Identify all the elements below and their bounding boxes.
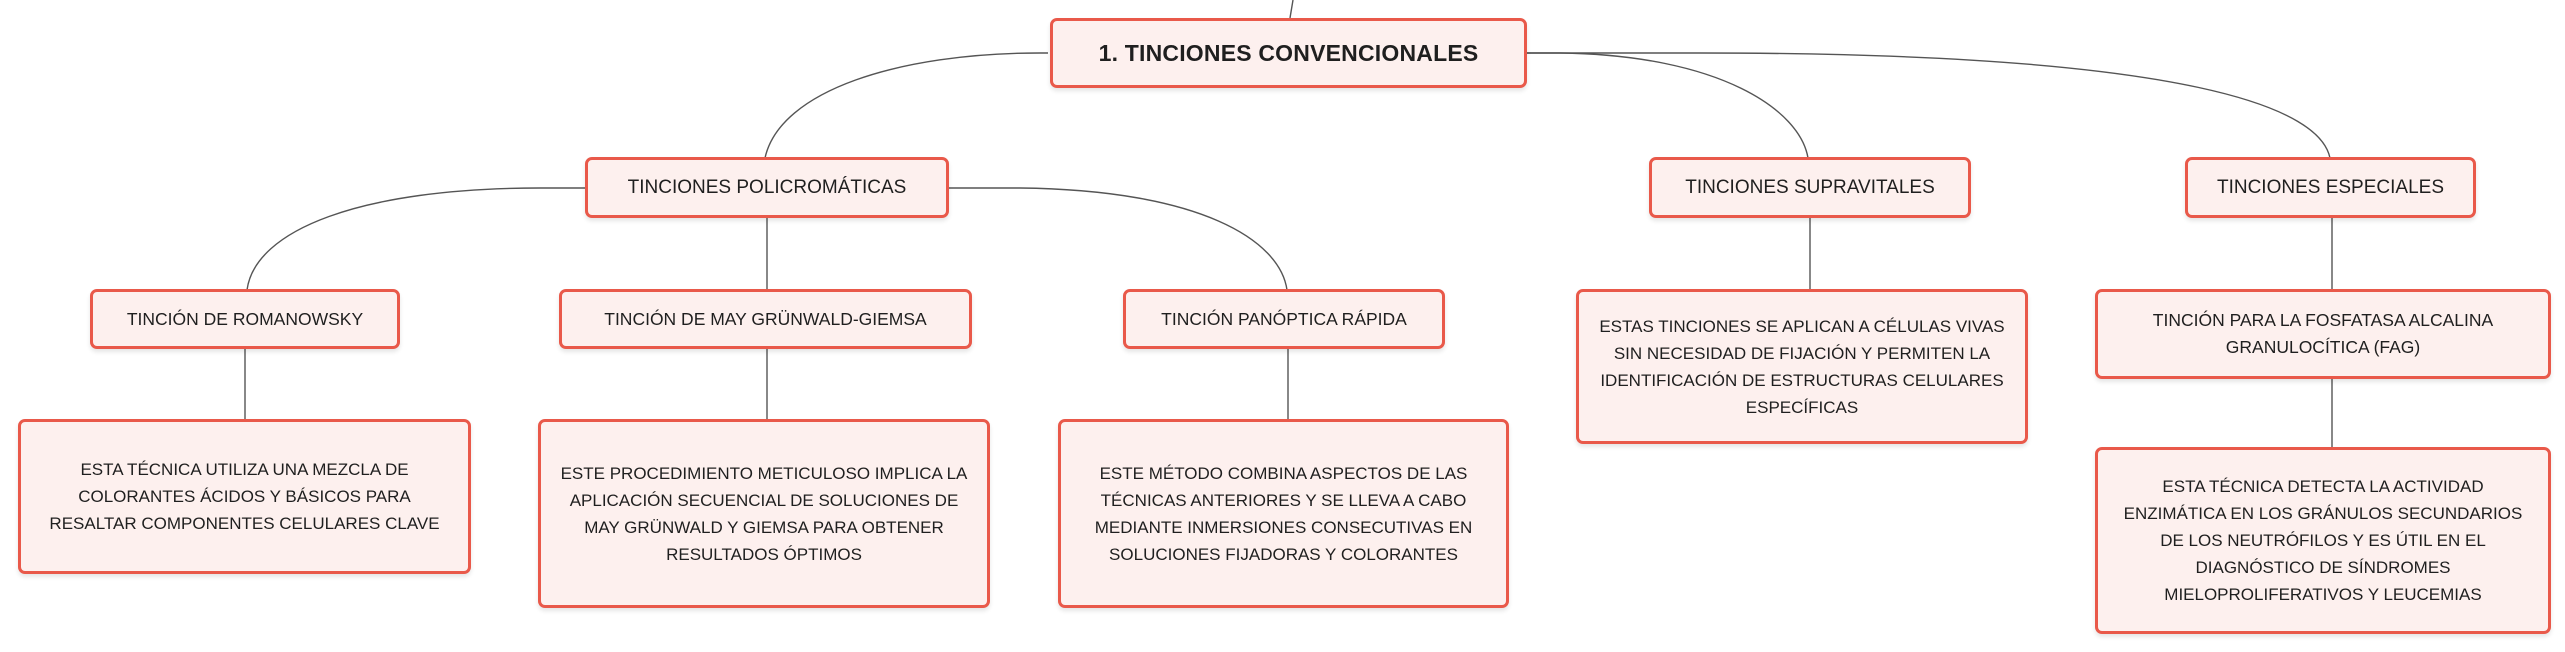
node-tincion-panoptica-rapida-label: TINCIÓN PANÓPTICA RÁPIDA <box>1161 308 1407 329</box>
detail-fosfatasa-alcalina-text: ESTA TÉCNICA DETECTA LA ACTIVIDAD ENZIMÁTICA EN LOS GRÁNULOS SECUNDARIOS DE LOS NEUTRÓFILOS Y ES ÚTIL EN EL DIAGNÓSTICO DE SÍNDROMES MIELOPROLIFERATIVOS Y LEUCEMIAS <box>2123 477 2523 604</box>
node-tincion-romanowsky-label: TINCIÓN DE ROMANOWSKY <box>126 308 364 329</box>
detail-may-grunwald-giemsa[interactable] <box>538 419 990 608</box>
connector-policromaticas-romanowsky <box>247 188 585 290</box>
node-tincion-panoptica-rapida[interactable] <box>1123 289 1445 349</box>
detail-may-grunwald-giemsa-text: ESTE PROCEDIMIENTO METICULOSO IMPLICA LA APLICACIÓN SECUENCIAL DE SOLUCIONES DE MAY GRÜNWALD Y GIEMSA PARA OBTENER RESULTADOS ÓPTIMOS <box>560 463 968 564</box>
detail-romanowsky[interactable] <box>18 419 471 574</box>
node-tinciones-policromaticas[interactable] <box>585 157 949 218</box>
connector-root-especiales <box>1522 53 2330 158</box>
detail-fosfatasa-alcalina[interactable] <box>2095 447 2551 634</box>
node-tincion-fosfatasa-alcalina-label: TINCIÓN PARA LA FOSFATASA ALCALINA GRANULOCÍTICA (FAG) <box>2152 310 2494 357</box>
node-tincion-fosfatasa-alcalina[interactable] <box>2095 289 2551 379</box>
node-tinciones-especiales[interactable] <box>2185 157 2476 218</box>
node-tinciones-supravitales-label: TINCIONES SUPRAVITALES <box>1685 176 1935 198</box>
node-tincion-may-grunwald-giemsa[interactable] <box>559 289 972 349</box>
node-tinciones-supravitales[interactable] <box>1649 157 1971 218</box>
detail-supravitales[interactable] <box>1576 289 2028 444</box>
node-tincion-romanowsky[interactable] <box>90 289 400 349</box>
node-tinciones-especiales-label: TINCIONES ESPECIALES <box>2216 176 2444 198</box>
detail-supravitales-text: ESTAS TINCIONES SE APLICAN A CÉLULAS VIVAS SIN NECESIDAD DE FIJACIÓN Y PERMITEN LA IDENTIFICACIÓN DE ESTRUCTURAS CELULARES ESPECÍFICAS <box>1599 316 2005 417</box>
connector-root-policromaticas <box>765 53 1048 158</box>
connector-policromaticas-panoptica <box>948 188 1287 290</box>
connector-root-up <box>1290 0 1293 18</box>
detail-panoptica-rapida[interactable] <box>1058 419 1509 608</box>
connector-root-supravitales <box>1522 53 1808 158</box>
node-tinciones-policromaticas-label: TINCIONES POLICROMÁTICAS <box>627 176 907 198</box>
detail-romanowsky-text: ESTA TÉCNICA UTILIZA UNA MEZCLA DE COLORANTES ÁCIDOS Y BÁSICOS PARA RESALTAR COMPONENTES CELULARES CLAVE <box>49 460 440 533</box>
root-node-label: 1. TINCIONES CONVENCIONALES <box>1098 39 1479 66</box>
detail-panoptica-rapida-text: ESTE MÉTODO COMBINA ASPECTOS DE LAS TÉCNICAS ANTERIORES Y SE LLEVA A CABO MEDIANTE INMERSIONES CONSECUTIVAS EN SOLUCIONES FIJADORAS Y COLORANTES <box>1094 463 1473 564</box>
root-node[interactable] <box>1050 18 1527 88</box>
node-tincion-may-grunwald-giemsa-label: TINCIÓN DE MAY GRÜNWALD-GIEMSA <box>604 308 927 329</box>
